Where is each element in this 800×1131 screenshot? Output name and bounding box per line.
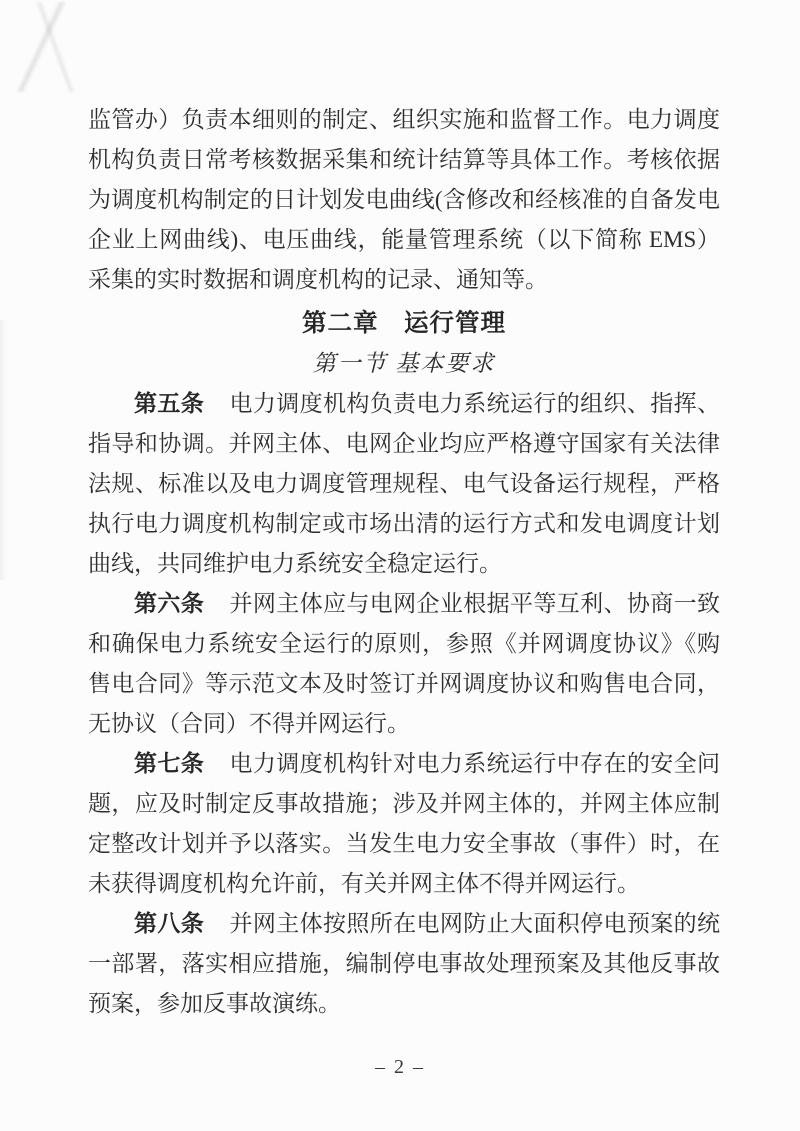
article-text: 电力调度机构负责电力系统运行的组织、指挥、指导和协调。并网主体、电网企业均应严格遵守国家有关法律法规、标准以及电力调度管理规程、电气设备运行规程，严格执行电力调度机构制定或市场出清的运行方式和发电调度计划曲线，共同维护电力系统安全稳定运行。 xyxy=(88,391,721,576)
scan-artifact xyxy=(0,320,10,580)
article-paragraph-8 xyxy=(88,904,720,1024)
article-text: 并网主体按照所在电网防止大面积停电预案的统一部署，落实相应措施，编制停电事故处理预案及其他反事故预案，参加反事故演练。 xyxy=(88,911,721,1016)
article-number: 第七条 xyxy=(134,751,205,776)
paragraph-continuation: 监管办）负责本细则的制定、组织实施和监督工作。电力调度机构负责日常考核数据采集和统计结算等具体工作。考核依据为调度机构制定的日计划发电曲线(含修改和经核准的自备发电企业上网曲线)、电压曲线，能量管理系统（以下简称 EMS）采集的实时数据和调度机构的记录、通知等。 xyxy=(88,107,720,292)
article-number: 第六条 xyxy=(134,591,205,616)
article-paragraph-5 xyxy=(88,384,720,584)
article-text: 电力调度机构针对电力系统运行中存在的安全问题，应及时制定反事故措施；涉及并网主体的，并网主体应制定整改计划并予以落实。当发生电力安全事故（事件）时，在未获得调度机构允许前，有关并网主体不得并网运行。 xyxy=(88,751,721,896)
section-heading: 第一节 基本要求 xyxy=(312,351,496,376)
page-number: – 2 – xyxy=(375,1056,425,1078)
article-number: 第八条 xyxy=(134,911,205,936)
page-body xyxy=(88,100,720,1024)
article-text: 并网主体应与电网企业根据平等互利、协商一致和确保电力系统安全运行的原则，参照《并网调度协议》《购售电合同》等示范文本及时签订并网调度协议和购售电合同，无协议（合同）不得并网运行。 xyxy=(88,591,721,736)
article-paragraph-6 xyxy=(88,584,720,744)
scan-artifact xyxy=(6,2,86,92)
article-number: 第五条 xyxy=(134,391,205,416)
article-paragraph-7 xyxy=(88,744,720,904)
chapter-heading: 第二章 运行管理 xyxy=(302,310,506,337)
